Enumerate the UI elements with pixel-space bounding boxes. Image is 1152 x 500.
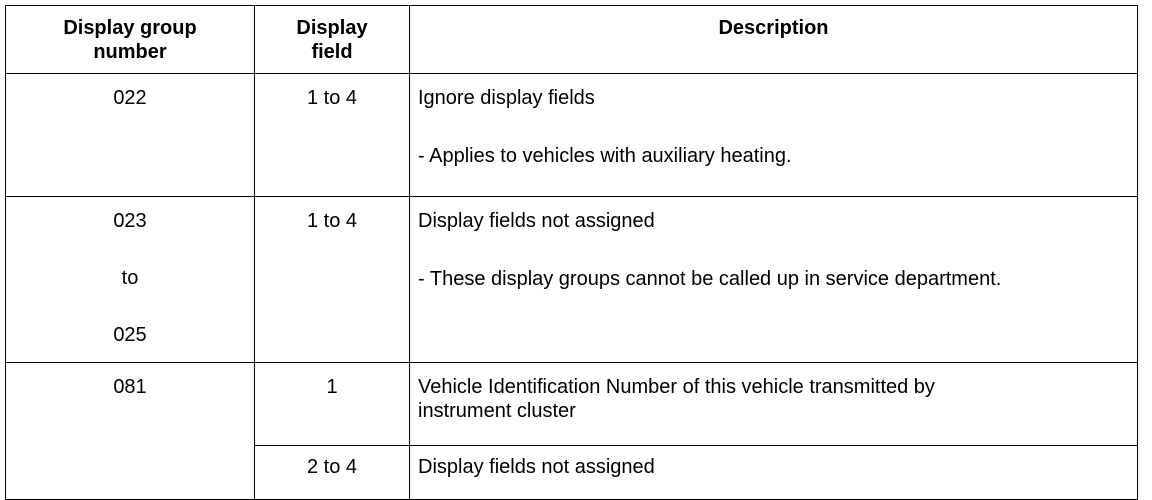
display-field-cell: 1 [255, 363, 410, 446]
description-note: - These display groups cannot be called up in service department. [418, 268, 1002, 290]
header-row [6, 6, 1138, 74]
description-cell: Display fields not assigned [410, 446, 1138, 500]
description-text: Display fields not assigned [418, 210, 655, 232]
display-field-cell: 2 to 4 [255, 446, 410, 500]
description-text-line2: instrument cluster [418, 400, 576, 422]
display-field-cell: 1 to 4 [255, 197, 410, 363]
header-field-line1: Display [296, 17, 368, 39]
header-display-field [255, 6, 410, 74]
description-note: - Applies to vehicles with auxiliary heating. [418, 145, 792, 167]
header-display-group-number [6, 6, 255, 74]
group-range-to: to [121, 267, 139, 289]
description-text-line1: Vehicle Identification Number of this vehicle transmitted by [418, 376, 935, 398]
description-text: Ignore display fields [418, 87, 595, 109]
header-group-line1: Display group [63, 17, 197, 39]
header-description-label: Description [718, 17, 829, 39]
table-row [6, 363, 1138, 446]
description-cell [410, 74, 1138, 197]
header-field-line2: field [311, 41, 353, 63]
group-number-cell: 022 [6, 74, 255, 197]
group-number-cell: 081 [6, 363, 255, 500]
table-row [6, 74, 1138, 197]
description-cell [410, 197, 1138, 363]
header-group-line2: number [93, 41, 167, 63]
display-group-table [5, 5, 1138, 500]
table-row [6, 197, 1138, 363]
description-cell [410, 363, 1138, 446]
group-range-start: 023 [113, 210, 147, 232]
group-range-end: 025 [113, 324, 147, 346]
group-number-range-cell [6, 197, 255, 363]
header-description [410, 6, 1138, 74]
display-group-table-container [5, 5, 1138, 500]
display-field-cell: 1 to 4 [255, 74, 410, 197]
